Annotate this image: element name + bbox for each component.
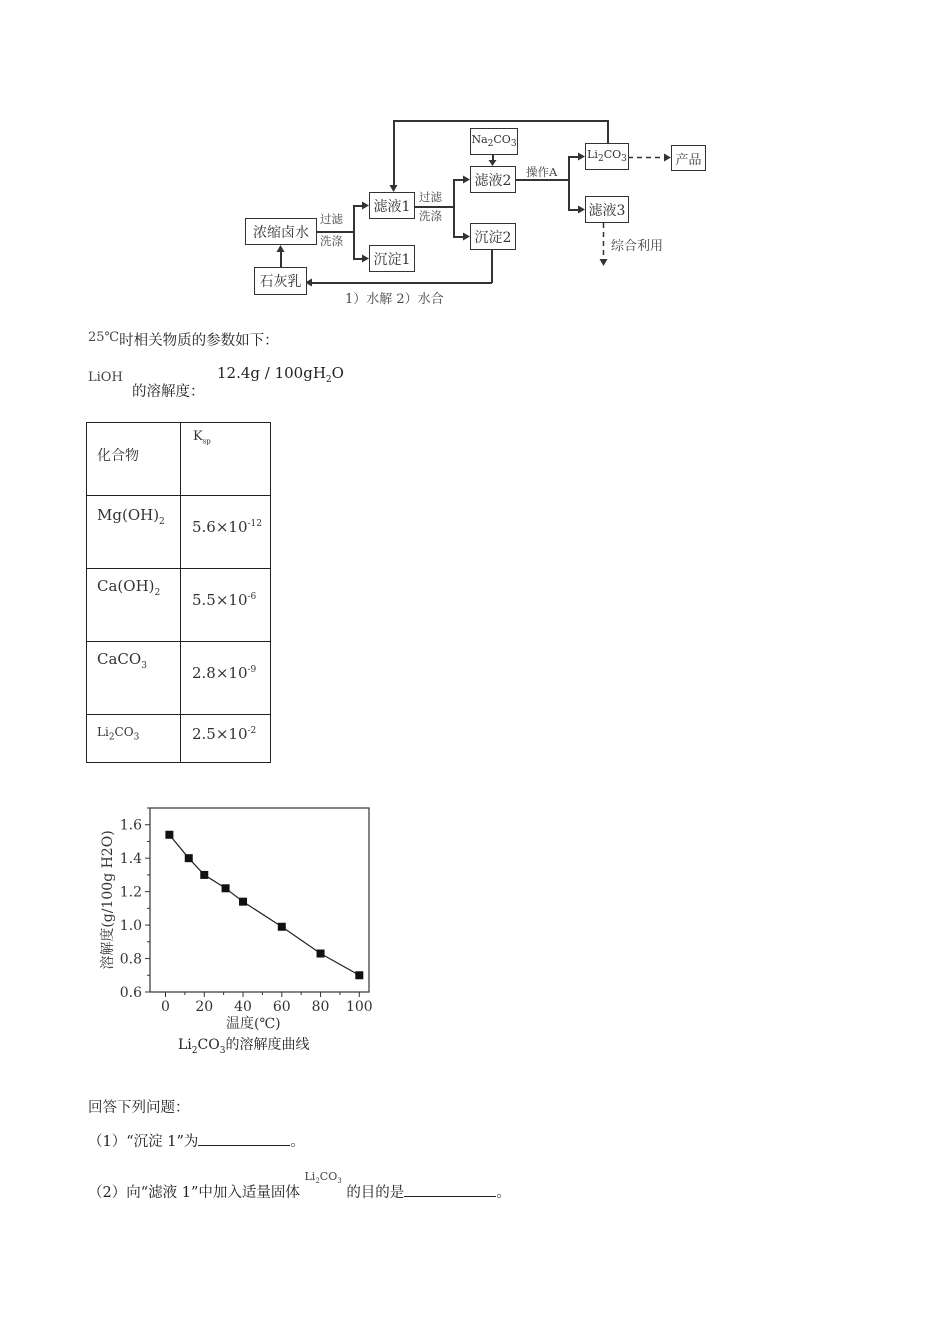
table-row — [87, 642, 271, 715]
question-2 — [88, 1170, 511, 1202]
temperature: 25℃ — [88, 330, 120, 345]
node-product — [671, 145, 706, 171]
svg-text:80: 80 — [311, 999, 330, 1015]
node-precipitate1 — [369, 245, 415, 272]
node-precipitate2 — [470, 223, 516, 250]
header-label: $K_{sp}$ — [193, 429, 211, 446]
svg-text:0: 0 — [161, 999, 170, 1015]
table-header-row — [87, 423, 271, 496]
node-li2co3 — [585, 143, 629, 170]
question-text: （2）向“滤液 1”中加入适量固体 — [88, 1185, 300, 1201]
node-label: 石灰乳 — [259, 274, 302, 290]
node-label: $Na_2CO_3$ — [471, 133, 517, 150]
node-label: 滤液2 — [474, 172, 512, 189]
question-end: 。 — [496, 1185, 511, 1201]
svg-text:60: 60 — [272, 999, 291, 1015]
questions-intro: 回答下列问题： — [88, 1100, 190, 1116]
compound-formula: $Ca(OH)_2$ — [97, 577, 161, 598]
svg-text:1.0: 1.0 — [119, 918, 142, 935]
svg-text:1.6: 1.6 — [119, 817, 142, 834]
ksp-value: $2.5\times 10^{-2}$ — [192, 725, 257, 743]
node-filtrate1 — [369, 192, 415, 219]
svg-text:1.2: 1.2 — [119, 884, 142, 901]
question-end: 。 — [290, 1134, 305, 1150]
edge-label-wash: 洗涤 — [320, 234, 343, 248]
node-label: 产品 — [675, 152, 702, 168]
svg-text:1.4: 1.4 — [119, 851, 142, 868]
lioh-label: LiOH — [88, 370, 123, 385]
intro-text: 时相关物质的参数如下： — [119, 333, 279, 349]
ksp-table — [86, 422, 271, 763]
edge-label-wash: 洗涤 — [419, 209, 442, 223]
svg-text:0.8: 0.8 — [119, 951, 142, 968]
svg-text:100: 100 — [345, 999, 373, 1015]
cell-ksp — [181, 496, 271, 569]
ksp-value: $2.8\times 10^{-9}$ — [192, 664, 257, 682]
node-filtrate2 — [470, 166, 516, 193]
edge-label-operation-a: 操作A — [526, 165, 558, 179]
svg-text:溶解度(g/100g H2O): 溶解度(g/100g H2O) — [100, 830, 116, 970]
arrowheads — [0, 0, 950, 320]
node-label: 浓缩卤水 — [253, 224, 309, 241]
compound-formula: $Mg(OH)_2$ — [97, 506, 165, 527]
params-intro — [88, 329, 279, 350]
node-filtrate3 — [585, 196, 629, 223]
node-label: 滤液3 — [588, 202, 626, 219]
question-1 — [88, 1130, 305, 1151]
compound-formula: $Li_2CO_3$ — [97, 725, 140, 743]
table-row — [87, 569, 271, 642]
edge-label-comprehensive-use: 综合利用 — [611, 239, 664, 254]
cell-ksp — [181, 569, 271, 642]
cell-compound — [87, 642, 181, 715]
solubility-chart — [90, 800, 390, 1060]
cell-ksp — [181, 642, 271, 715]
svg-text:0.6: 0.6 — [119, 985, 142, 1001]
chart-xlabel: 温度(℃) — [226, 1016, 281, 1032]
node-label: 沉淀2 — [474, 229, 512, 246]
edge-label-filter: 过滤 — [419, 190, 442, 204]
svg-text:20: 20 — [195, 999, 214, 1015]
answer-blank-2[interactable] — [404, 1182, 496, 1197]
node-lime-milk — [254, 267, 307, 295]
node-label: $Li_2CO_3$ — [587, 148, 627, 165]
header-ksp — [181, 423, 271, 496]
lioh-solubility-text: 的溶解度： — [132, 384, 205, 400]
node-label: 滤液1 — [373, 198, 411, 215]
cell-compound — [87, 496, 181, 569]
chart-title: $Li_2CO_3$的溶解度曲线 — [178, 1037, 310, 1056]
table-row — [87, 496, 271, 569]
lioh-solubility — [88, 369, 123, 385]
lioh-solubility-value: $12.4g / 100gH_2O$ — [217, 364, 344, 385]
edge-label-recycle-steps: 1）水解 2）水合 — [345, 292, 444, 307]
header-label: 化合物 — [97, 448, 139, 464]
node-na2co3 — [470, 128, 518, 155]
node-brine — [245, 218, 317, 245]
svg-text:40: 40 — [234, 999, 252, 1015]
li2co3-formula: Li2CO3 — [304, 1170, 342, 1186]
table-row — [87, 715, 271, 763]
cell-ksp — [181, 715, 271, 763]
answer-blank-1[interactable] — [198, 1131, 290, 1146]
question-text: （1）“沉淀 1”为 — [88, 1134, 199, 1150]
edge-label-filter: 过滤 — [320, 212, 343, 226]
ksp-value: $5.5\times 10^{-6}$ — [192, 591, 257, 609]
header-compound — [87, 423, 181, 496]
node-label: 沉淀1 — [373, 251, 411, 268]
cell-compound — [87, 715, 181, 763]
question-text: 的目的是 — [346, 1185, 405, 1201]
compound-formula: CaCO$_3$ — [97, 650, 147, 671]
cell-compound — [87, 569, 181, 642]
ksp-value: $5.6\times 10^{-12}$ — [192, 518, 263, 536]
